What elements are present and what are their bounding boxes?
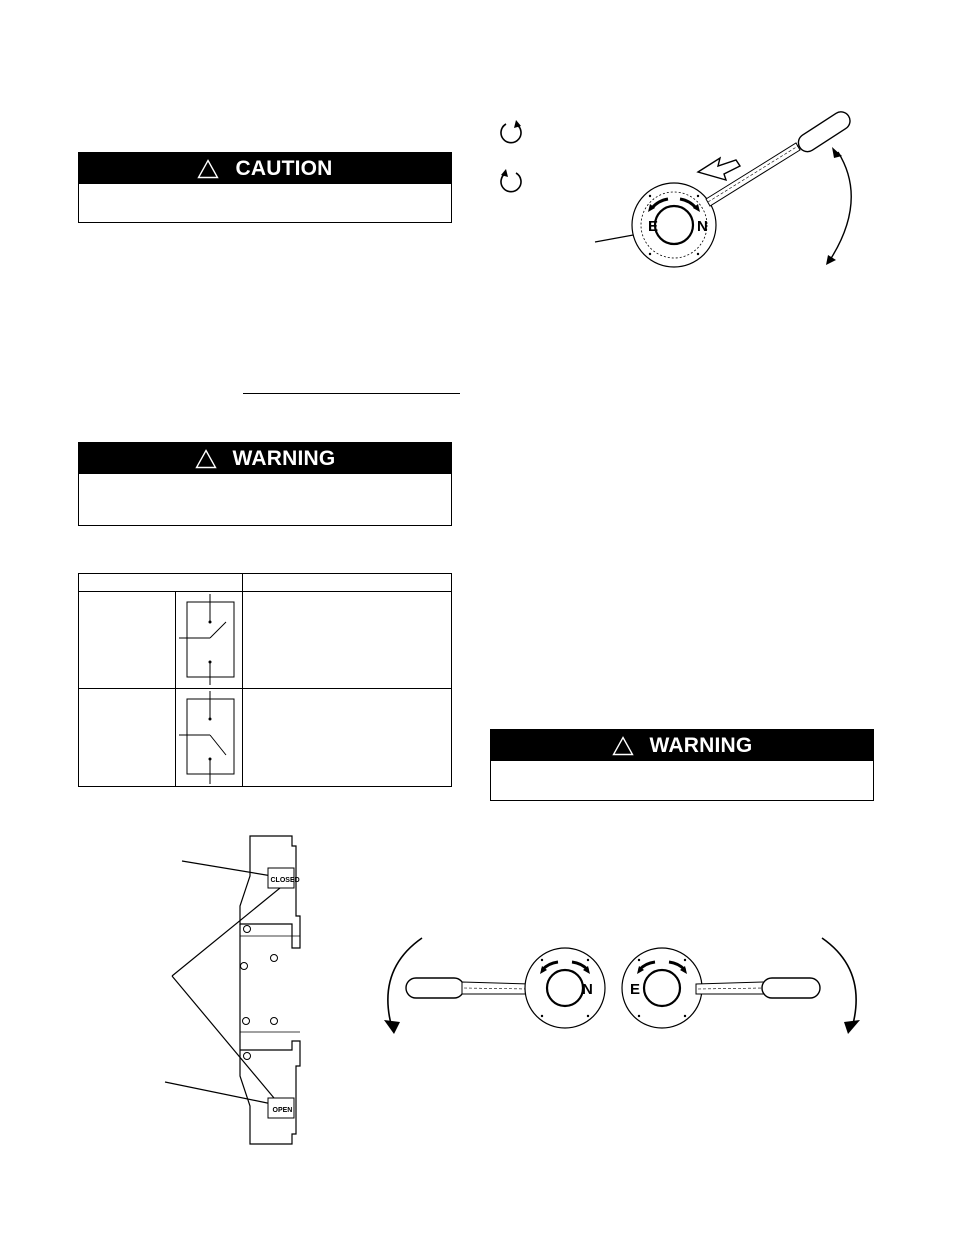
table-cell — [79, 592, 176, 689]
handle-positions-figure — [370, 930, 870, 1040]
warning-triangle-icon — [195, 449, 217, 469]
right-dial-label: E — [630, 981, 641, 998]
table-row — [79, 689, 452, 787]
indicator-closed: CLOSED — [270, 877, 300, 884]
table-cell — [176, 592, 243, 689]
dial-label-e: E — [648, 218, 659, 235]
warning-signal-word-2: WARNING — [649, 733, 753, 757]
warning-box-2 — [490, 729, 874, 801]
table-cell — [243, 689, 452, 787]
table-cell — [176, 689, 243, 787]
operating-handle — [706, 108, 853, 206]
caution-signal-word: CAUTION — [235, 156, 333, 180]
table-header-cell-1 — [79, 574, 243, 592]
right-handle — [696, 978, 820, 998]
right-swing-arc — [822, 938, 856, 1028]
table-row — [79, 592, 452, 689]
contact-open-symbol — [176, 689, 242, 786]
table-cell — [243, 592, 452, 689]
switch-position-table — [78, 573, 452, 787]
table-cell — [79, 689, 176, 787]
section-underline — [243, 393, 460, 394]
table-header-cell-2 — [243, 574, 452, 592]
warning-signal-word-1: WARNING — [232, 446, 336, 470]
warning-triangle-icon — [612, 736, 634, 756]
warning-header-1 — [79, 443, 451, 474]
swing-arc — [830, 152, 851, 260]
caution-header — [79, 153, 451, 184]
caution-box — [78, 152, 452, 223]
right-dial — [622, 948, 702, 1028]
clockwise-arrow-icon — [497, 167, 525, 197]
breaker-panel-figure — [160, 836, 310, 1148]
warning-triangle-icon — [197, 159, 219, 179]
handle-insertion-figure — [590, 100, 870, 270]
warning-box-1 — [78, 442, 452, 526]
warning-header-2 — [491, 730, 873, 761]
counterclockwise-arrow-icon — [497, 118, 525, 148]
left-handle — [406, 978, 530, 998]
contact-closed-symbol — [176, 592, 242, 688]
selector-dial — [632, 183, 716, 267]
table-header-row — [79, 574, 452, 592]
left-dial-label: N — [582, 981, 593, 998]
left-dial — [525, 948, 605, 1028]
indicator-open: OPEN — [272, 1107, 293, 1114]
insert-arrow-icon — [698, 158, 740, 180]
dial-label-n: N — [697, 218, 708, 235]
